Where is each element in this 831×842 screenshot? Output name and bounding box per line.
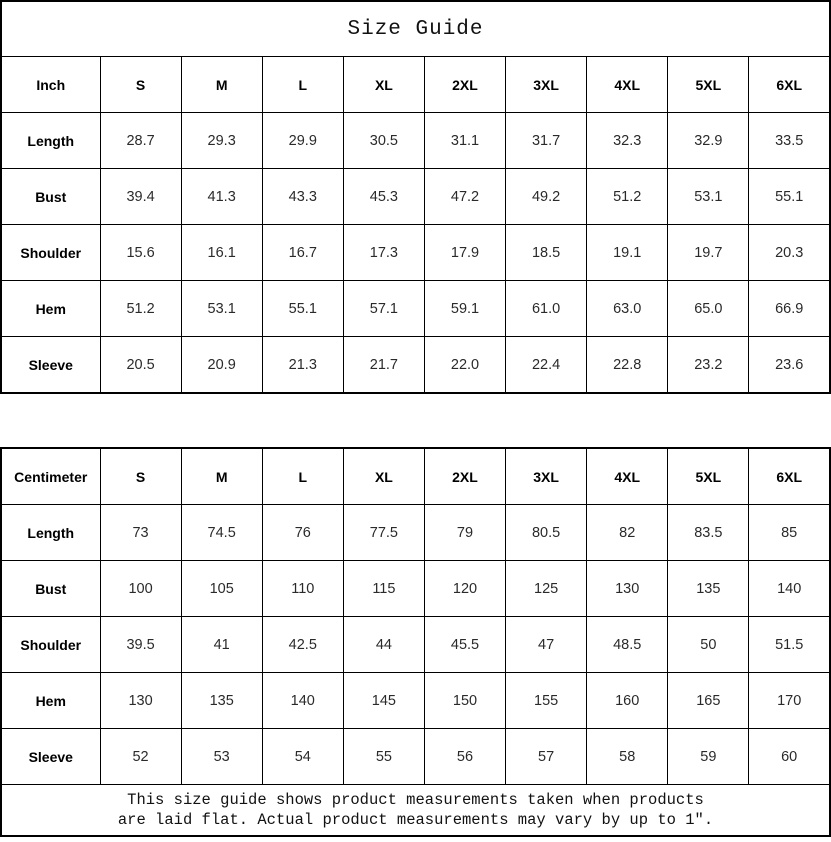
size-value-cell: 16.1	[181, 225, 262, 281]
column-header-m: M	[181, 57, 262, 113]
size-value-cell: 61.0	[506, 281, 587, 337]
size-value-cell: 53.1	[668, 169, 749, 225]
size-value-cell: 22.4	[506, 337, 587, 394]
footer-row	[1, 785, 830, 837]
table-row-hem	[1, 673, 830, 729]
size-value-cell: 150	[424, 673, 505, 729]
size-value-cell: 30.5	[343, 113, 424, 169]
row-label: Bust	[1, 169, 100, 225]
size-value-cell: 130	[587, 561, 668, 617]
size-value-cell: 55	[343, 729, 424, 785]
size-value-cell: 44	[343, 617, 424, 673]
size-value-cell: 22.8	[587, 337, 668, 394]
size-value-cell: 21.3	[262, 337, 343, 394]
size-value-cell: 29.3	[181, 113, 262, 169]
size-value-cell: 19.1	[587, 225, 668, 281]
size-value-cell: 17.9	[424, 225, 505, 281]
table-row-bust	[1, 561, 830, 617]
size-value-cell: 33.5	[749, 113, 830, 169]
size-value-cell: 52	[100, 729, 181, 785]
size-value-cell: 17.3	[343, 225, 424, 281]
column-header-5xl: 5XL	[668, 57, 749, 113]
inch-size-table	[0, 0, 831, 394]
size-value-cell: 31.1	[424, 113, 505, 169]
size-value-cell: 160	[587, 673, 668, 729]
size-value-cell: 20.5	[100, 337, 181, 394]
size-value-cell: 21.7	[343, 337, 424, 394]
size-value-cell: 54	[262, 729, 343, 785]
page-title: Size Guide	[1, 1, 830, 57]
size-value-cell: 41.3	[181, 169, 262, 225]
inch-table-body	[1, 113, 830, 394]
size-value-cell: 41	[181, 617, 262, 673]
size-value-cell: 57	[506, 729, 587, 785]
size-value-cell: 53	[181, 729, 262, 785]
column-header-xl: XL	[343, 448, 424, 505]
size-value-cell: 115	[343, 561, 424, 617]
size-value-cell: 80.5	[506, 505, 587, 561]
size-value-cell: 135	[181, 673, 262, 729]
size-value-cell: 28.7	[100, 113, 181, 169]
column-header-3xl: 3XL	[506, 448, 587, 505]
size-value-cell: 58	[587, 729, 668, 785]
size-value-cell: 60	[749, 729, 830, 785]
column-header-2xl: 2XL	[424, 57, 505, 113]
row-label: Hem	[1, 281, 100, 337]
size-value-cell: 55.1	[749, 169, 830, 225]
column-header-4xl: 4XL	[587, 448, 668, 505]
column-header-s: S	[100, 448, 181, 505]
table-row-shoulder	[1, 225, 830, 281]
size-value-cell: 165	[668, 673, 749, 729]
row-label: Length	[1, 505, 100, 561]
size-value-cell: 57.1	[343, 281, 424, 337]
table-row-bust	[1, 169, 830, 225]
row-label: Shoulder	[1, 225, 100, 281]
table-gap	[0, 394, 831, 447]
table-row-length	[1, 113, 830, 169]
row-label: Sleeve	[1, 337, 100, 394]
unit-header-inch: Inch	[1, 57, 100, 113]
table-row-sleeve	[1, 337, 830, 394]
size-value-cell: 74.5	[181, 505, 262, 561]
size-value-cell: 79	[424, 505, 505, 561]
footer-note	[1, 785, 830, 837]
size-value-cell: 82	[587, 505, 668, 561]
table-row-length	[1, 505, 830, 561]
size-value-cell: 170	[749, 673, 830, 729]
row-label: Bust	[1, 561, 100, 617]
size-value-cell: 29.9	[262, 113, 343, 169]
size-value-cell: 39.4	[100, 169, 181, 225]
size-value-cell: 85	[749, 505, 830, 561]
table-row-sleeve	[1, 729, 830, 785]
column-header-3xl: 3XL	[506, 57, 587, 113]
size-value-cell: 140	[749, 561, 830, 617]
size-value-cell: 22.0	[424, 337, 505, 394]
table-row-hem	[1, 281, 830, 337]
size-value-cell: 66.9	[749, 281, 830, 337]
centimeter-size-table	[0, 447, 831, 837]
size-value-cell: 48.5	[587, 617, 668, 673]
column-header-2xl: 2XL	[424, 448, 505, 505]
size-value-cell: 59	[668, 729, 749, 785]
size-value-cell: 50	[668, 617, 749, 673]
centimeter-size-header-row	[1, 448, 830, 505]
size-value-cell: 140	[262, 673, 343, 729]
size-value-cell: 53.1	[181, 281, 262, 337]
size-value-cell: 20.9	[181, 337, 262, 394]
column-header-5xl: 5XL	[668, 448, 749, 505]
size-value-cell: 105	[181, 561, 262, 617]
size-value-cell: 47	[506, 617, 587, 673]
row-label: Hem	[1, 673, 100, 729]
size-value-cell: 100	[100, 561, 181, 617]
size-value-cell: 23.2	[668, 337, 749, 394]
column-header-6xl: 6XL	[749, 448, 830, 505]
size-value-cell: 135	[668, 561, 749, 617]
size-value-cell: 110	[262, 561, 343, 617]
size-value-cell: 59.1	[424, 281, 505, 337]
size-value-cell: 49.2	[506, 169, 587, 225]
inch-size-header-row	[1, 57, 830, 113]
column-header-4xl: 4XL	[587, 57, 668, 113]
column-header-xl: XL	[343, 57, 424, 113]
footer-note-line-1: This size guide shows product measurements taken when products	[127, 791, 704, 809]
size-value-cell: 125	[506, 561, 587, 617]
size-value-cell: 155	[506, 673, 587, 729]
row-label: Length	[1, 113, 100, 169]
footer-note-line-2: are laid flat. Actual product measurements may vary by up to 1″.	[117, 811, 714, 829]
column-header-s: S	[100, 57, 181, 113]
size-value-cell: 45.5	[424, 617, 505, 673]
size-value-cell: 65.0	[668, 281, 749, 337]
table-row-shoulder	[1, 617, 830, 673]
size-value-cell: 20.3	[749, 225, 830, 281]
size-value-cell: 73	[100, 505, 181, 561]
size-value-cell: 47.2	[424, 169, 505, 225]
size-value-cell: 32.3	[587, 113, 668, 169]
size-value-cell: 56	[424, 729, 505, 785]
size-value-cell: 42.5	[262, 617, 343, 673]
row-label: Shoulder	[1, 617, 100, 673]
size-value-cell: 51.5	[749, 617, 830, 673]
size-value-cell: 77.5	[343, 505, 424, 561]
size-value-cell: 63.0	[587, 281, 668, 337]
size-value-cell: 43.3	[262, 169, 343, 225]
size-value-cell: 39.5	[100, 617, 181, 673]
size-value-cell: 145	[343, 673, 424, 729]
size-value-cell: 15.6	[100, 225, 181, 281]
size-value-cell: 32.9	[668, 113, 749, 169]
size-value-cell: 130	[100, 673, 181, 729]
title-row	[1, 1, 830, 57]
column-header-l: L	[262, 448, 343, 505]
size-value-cell: 83.5	[668, 505, 749, 561]
size-value-cell: 51.2	[587, 169, 668, 225]
column-header-l: L	[262, 57, 343, 113]
size-value-cell: 45.3	[343, 169, 424, 225]
size-value-cell: 23.6	[749, 337, 830, 394]
size-value-cell: 120	[424, 561, 505, 617]
size-value-cell: 55.1	[262, 281, 343, 337]
size-value-cell: 19.7	[668, 225, 749, 281]
size-value-cell: 76	[262, 505, 343, 561]
size-value-cell: 51.2	[100, 281, 181, 337]
size-value-cell: 16.7	[262, 225, 343, 281]
column-header-6xl: 6XL	[749, 57, 830, 113]
size-value-cell: 18.5	[506, 225, 587, 281]
unit-header-centimeter: Centimeter	[1, 448, 100, 505]
centimeter-table-body	[1, 505, 830, 785]
size-value-cell: 31.7	[506, 113, 587, 169]
column-header-m: M	[181, 448, 262, 505]
row-label: Sleeve	[1, 729, 100, 785]
